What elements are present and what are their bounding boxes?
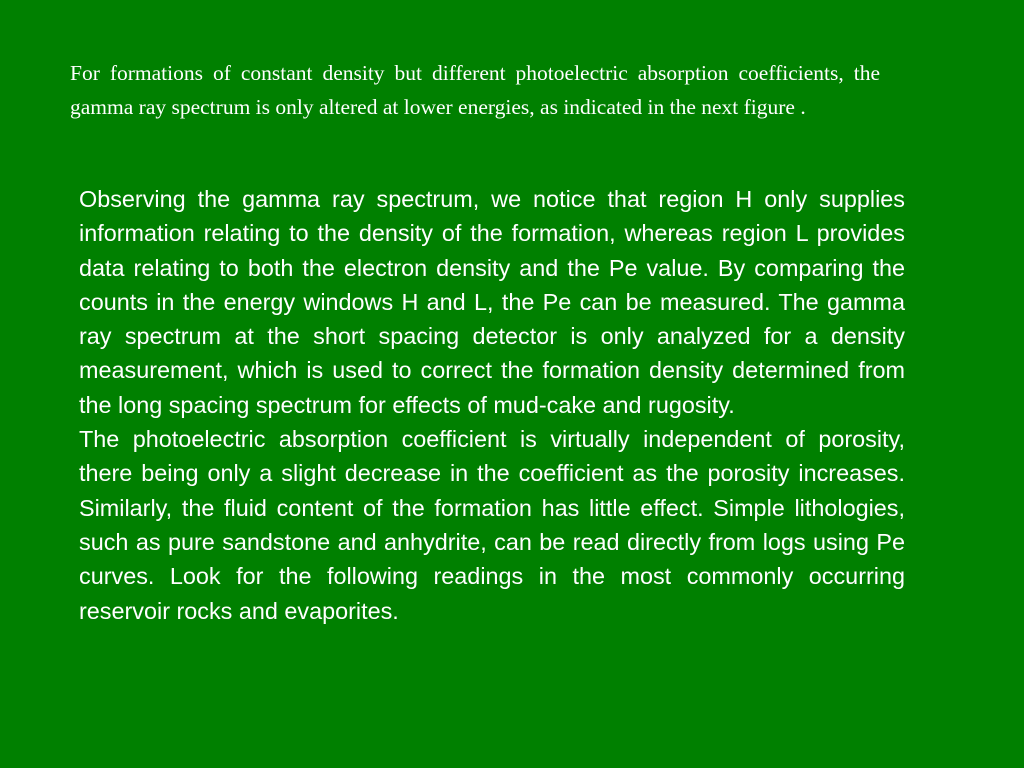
body-paragraph-photoelectric-coefficient: The photoelectric absorption coefficient is virtually independent of porosity, there being only a slight decrease in the coefficient as the porosity increases. Similarly, the fluid content of the formation has little effect. Simple lithologies, such as pure sandstone and anhydrite, can be read directly from logs using Pe curves. Look for the following readings in the most commonly occurring reservoir rocks and evaporites. (79, 426, 905, 624)
body-paragraph-gamma-spectrum: Observing the gamma ray spectrum, we notice that region H only supplies information relating to the density of the formation, whereas region L provides data relating to both the electron density and the Pe value. By comparing the counts in the energy windows H and L, the Pe can be measured. The gamma ray spectrum at the short spacing detector is only analyzed for a density measurement, which is used to correct the formation density determined from the long spacing spectrum for effects of mud-cake and rugosity. (79, 186, 905, 418)
body-text-block (79, 182, 905, 628)
intro-paragraph: For formations of constant density but different photoelectric absorption coefficients, the gamma ray spectrum is only altered at lower energies, as indicated in the next figure . (70, 61, 880, 119)
